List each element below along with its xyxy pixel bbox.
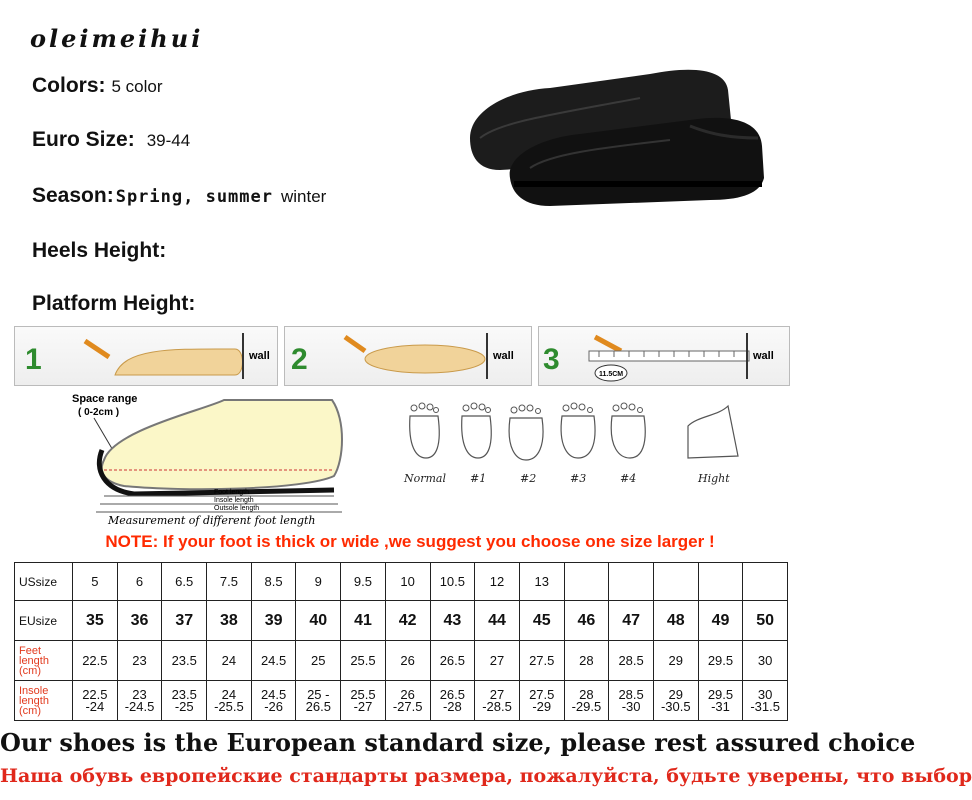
- space-range-label: Space range: [72, 393, 138, 405]
- size-cell: 26.5: [430, 641, 475, 681]
- size-cell: 24: [207, 641, 252, 681]
- step-number: 3: [543, 343, 560, 376]
- size-cell: 23.5: [162, 641, 207, 681]
- size-cell: 50: [743, 601, 788, 641]
- size-cell: 29.5 -31: [698, 681, 743, 721]
- insole-length-row: [15, 681, 788, 721]
- size-cell: 23: [117, 641, 162, 681]
- spec-season-value-a: Spring, summer: [115, 187, 273, 207]
- foot-measure-icon: [15, 327, 277, 385]
- size-chart-table: [14, 562, 788, 721]
- step-3-panel: [538, 326, 790, 386]
- spec-platform: Platform Height:: [32, 292, 196, 315]
- size-cell: [653, 563, 698, 601]
- size-cell: 29.5: [698, 641, 743, 681]
- size-cell: 27 -28.5: [475, 681, 520, 721]
- size-cell: 23 -24.5: [117, 681, 162, 721]
- size-cell: 27: [475, 641, 520, 681]
- size-cell: 6: [117, 563, 162, 601]
- spec-season-value-b: winter: [281, 187, 327, 206]
- size-cell: 46: [564, 601, 609, 641]
- ruler-badge: 11.5CM: [599, 371, 624, 378]
- foot-type-label: #1: [470, 472, 487, 485]
- size-cell: 9.5: [341, 563, 386, 601]
- size-cell: 10.5: [430, 563, 475, 601]
- space-range-value: ( 0-2cm ): [78, 407, 120, 418]
- foot-outline-icon: [462, 416, 492, 458]
- size-cell: 35: [73, 601, 118, 641]
- brand-logo: oleimeihui: [30, 24, 204, 53]
- size-cell: 42: [385, 601, 430, 641]
- size-cell: 12: [475, 563, 520, 601]
- foot-type-label: Hight: [698, 472, 730, 485]
- size-cell: 30: [743, 641, 788, 681]
- size-cell: 38: [207, 601, 252, 641]
- foot-length-label: Foot length: [214, 489, 250, 496]
- size-cell: 10: [385, 563, 430, 601]
- footer-english: Our shoes is the European standard size, please rest assured choice: [0, 728, 916, 757]
- footer-russian: Наша обувь европейские стандарты размера, пожалуйста, будьте уверены, что выбор: [0, 765, 972, 787]
- wall-label: wall: [249, 350, 270, 362]
- size-cell: 25: [296, 641, 341, 681]
- size-cell: 41: [341, 601, 386, 641]
- spec-colors: [32, 74, 163, 98]
- size-cell: 9: [296, 563, 341, 601]
- size-cell: 26: [385, 641, 430, 681]
- size-cell: 28: [564, 641, 609, 681]
- foot-types-illustration: [398, 396, 778, 492]
- spec-season-label: Season:: [32, 184, 114, 207]
- size-cell: 28.5: [609, 641, 654, 681]
- foot-outline-icon: [410, 416, 440, 458]
- foot-length-diagram: [64, 390, 364, 530]
- size-cell: 24.5 -26: [251, 681, 296, 721]
- diagram-caption: Measurement of different foot length: [108, 514, 316, 527]
- size-cell: [743, 563, 788, 601]
- size-cell: 7.5: [207, 563, 252, 601]
- size-cell: 45: [519, 601, 564, 641]
- insole-length-label: Insole length: [214, 497, 254, 504]
- foot-type-label: Normal: [404, 472, 447, 485]
- size-cell: 6.5: [162, 563, 207, 601]
- size-cell: [609, 563, 654, 601]
- foot-type-label: #3: [570, 472, 587, 485]
- size-cell: 30 -31.5: [743, 681, 788, 721]
- foot-outline-icon: [509, 418, 543, 460]
- spec-size-value: 39-44: [146, 131, 191, 150]
- spec-heels: Heels Height:: [32, 239, 167, 262]
- size-cell: 47: [609, 601, 654, 641]
- spec-size: [32, 128, 190, 152]
- step-number: 2: [291, 343, 308, 376]
- wall-label: wall: [753, 350, 774, 362]
- spec-colors-value: 5 color: [111, 77, 163, 96]
- ruler-measure-icon: [539, 327, 789, 385]
- row-header: Feet length (cm): [15, 641, 73, 681]
- spec-season: [32, 184, 326, 208]
- foot-type-label: #2: [520, 472, 537, 485]
- size-cell: 23.5 -25: [162, 681, 207, 721]
- step-2-panel: [284, 326, 532, 386]
- foot-outline-icon: [688, 406, 738, 458]
- size-cell: 25 - 26.5: [296, 681, 341, 721]
- wall-label: wall: [493, 350, 514, 362]
- size-cell: 8.5: [251, 563, 296, 601]
- size-cell: 24.5: [251, 641, 296, 681]
- size-cell: 29 -30.5: [653, 681, 698, 721]
- size-cell: 27.5: [519, 641, 564, 681]
- product-shoe-image: [440, 60, 780, 210]
- size-cell: 40: [296, 601, 341, 641]
- foot-outline-icon: [611, 416, 645, 458]
- eu-size-row: [15, 601, 788, 641]
- step-1-panel: [14, 326, 278, 386]
- size-cell: 26.5 -28: [430, 681, 475, 721]
- feet-length-row: [15, 641, 788, 681]
- size-cell: [698, 563, 743, 601]
- size-cell: 37: [162, 601, 207, 641]
- size-cell: 5: [73, 563, 118, 601]
- size-cell: 22.5: [73, 641, 118, 681]
- outsole-length-label: Outsole length: [214, 505, 260, 512]
- size-cell: 28.5 -30: [609, 681, 654, 721]
- row-header: EUsize: [15, 601, 73, 641]
- size-cell: 39: [251, 601, 296, 641]
- size-cell: 24 -25.5: [207, 681, 252, 721]
- size-cell: 36: [117, 601, 162, 641]
- size-cell: 49: [698, 601, 743, 641]
- foot-measure-icon: [285, 327, 531, 385]
- size-cell: 28 -29.5: [564, 681, 609, 721]
- spec-size-label: Euro Size:: [32, 128, 135, 151]
- size-cell: 43: [430, 601, 475, 641]
- size-cell: 44: [475, 601, 520, 641]
- size-cell: 13: [519, 563, 564, 601]
- size-cell: 27.5 -29: [519, 681, 564, 721]
- foot-outline-icon: [561, 416, 595, 458]
- size-note: NOTE: If your foot is thick or wide ,we suggest you choose one size larger !: [105, 532, 715, 551]
- size-cell: 22.5 -24: [73, 681, 118, 721]
- size-cell: 25.5: [341, 641, 386, 681]
- step-number: 1: [25, 343, 42, 376]
- size-cell: 29: [653, 641, 698, 681]
- foot-type-label: #4: [620, 472, 637, 485]
- size-cell: 26 -27.5: [385, 681, 430, 721]
- size-cell: [564, 563, 609, 601]
- us-size-row: [15, 563, 788, 601]
- spec-colors-label: Colors:: [32, 74, 106, 97]
- row-header: USsize: [15, 563, 73, 601]
- row-header: Insole length (cm): [15, 681, 73, 721]
- size-cell: 48: [653, 601, 698, 641]
- size-cell: 25.5 -27: [341, 681, 386, 721]
